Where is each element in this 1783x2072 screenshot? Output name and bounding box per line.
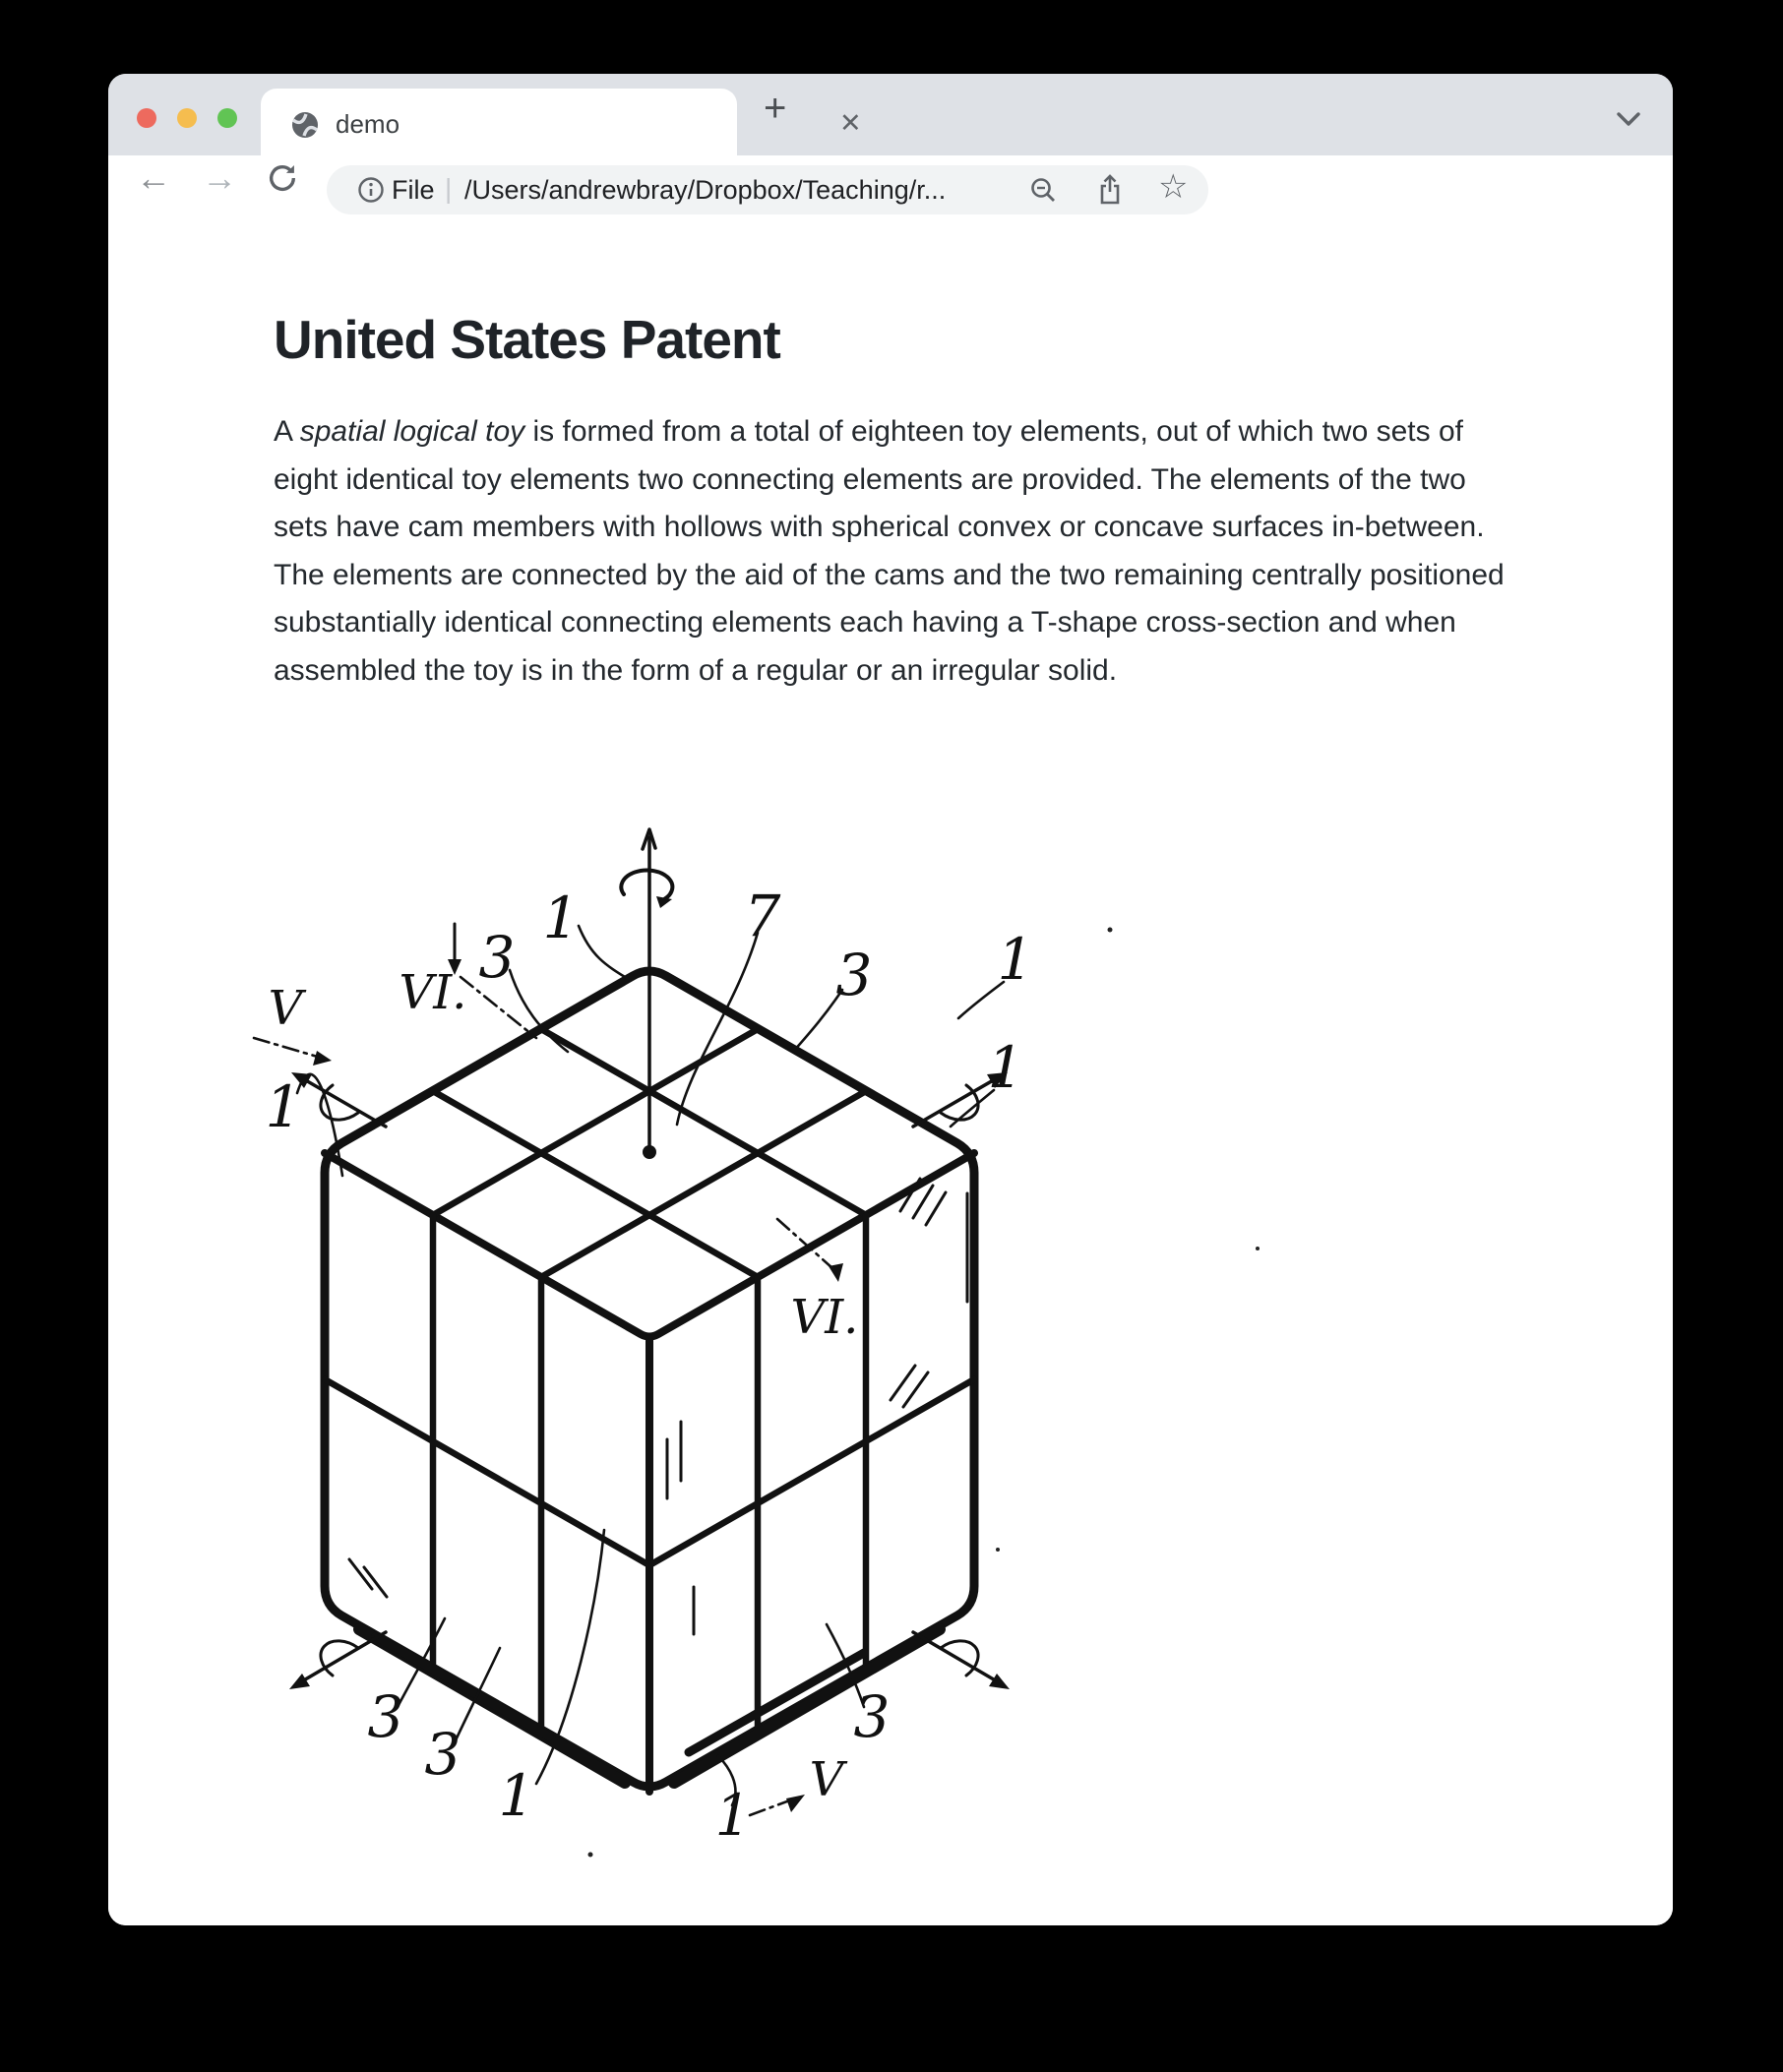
figure-label-1-left: 1	[265, 1073, 302, 1140]
new-tab-button[interactable]: +	[764, 87, 787, 130]
tab-title: demo	[336, 109, 400, 139]
figure-label-v-left: V	[268, 981, 303, 1036]
figure-label-7: 7	[744, 883, 781, 949]
address-bar[interactable]	[327, 165, 1208, 214]
forward-button[interactable]: →	[202, 157, 237, 198]
browser-window	[108, 74, 1673, 1925]
url-path[interactable]: /Users/andrewbray/Dropbox/Teaching/r...	[464, 175, 947, 205]
figure-label-1-top: 1	[542, 884, 580, 951]
back-button[interactable]: ←	[136, 157, 171, 198]
url-separator: |	[445, 173, 453, 204]
figure-label-1-bottomctr: 1	[714, 1782, 752, 1849]
figure-label-vi-top: VI.	[399, 965, 467, 1020]
globe-favicon	[290, 110, 320, 140]
tab-strip	[108, 74, 1673, 155]
abstract-body: is formed from a total of eighteen toy elements, out of which two sets of eight identical toy elements two connecting elements are provided. The elements of the two sets have cam members with hollows with spherical convex or concave surfaces in-between. The elements are connected by the aid of the cams and the two remaining centrally positioned substantially identical connecting elements each having a T-shape cross-section and when assembled the toy is in the form of a regular or an irregular solid.	[274, 415, 1505, 687]
figure-label-1-bottom: 1	[498, 1762, 535, 1829]
figure-label-3-bl-outer: 3	[367, 1683, 404, 1750]
page-title: United States Patent	[274, 309, 780, 370]
figure-label-3-topleft: 3	[478, 924, 516, 991]
url-scheme-label: File	[392, 175, 435, 205]
patent-figure	[246, 761, 1476, 1902]
tab-search-chevron-icon[interactable]	[1616, 111, 1641, 127]
bookmark-star-icon[interactable]: ☆	[1158, 168, 1189, 206]
abstract-prefix: A	[274, 415, 300, 448]
axis-center-dot	[643, 1145, 656, 1159]
figure-label-v-bottom: V	[809, 1752, 844, 1807]
reload-button[interactable]	[266, 161, 299, 195]
minimize-window-button[interactable]	[177, 108, 197, 128]
figure-label-3-br: 3	[853, 1683, 891, 1750]
close-window-button[interactable]	[137, 108, 156, 128]
tab-close-icon[interactable]: ✕	[839, 108, 862, 138]
page-info-icon[interactable]	[357, 176, 385, 204]
patent-abstract	[274, 408, 1506, 696]
zoom-window-button[interactable]	[217, 108, 237, 128]
tab-demo[interactable]	[261, 89, 862, 155]
figure-label-vi-right: VI.	[790, 1290, 859, 1345]
figure-label-1-right-b: 1	[987, 1034, 1024, 1101]
figure-label-3-bl-inner: 3	[424, 1721, 461, 1788]
page-content	[108, 229, 1673, 1925]
figure-label-3-topright: 3	[835, 942, 873, 1008]
figure-label-1-right-a: 1	[997, 926, 1034, 993]
browser-toolbar	[108, 155, 1673, 231]
zoom-out-icon[interactable]	[1028, 175, 1058, 205]
abstract-italic-term: spatial logical toy	[299, 415, 525, 448]
share-icon[interactable]	[1094, 173, 1126, 207]
